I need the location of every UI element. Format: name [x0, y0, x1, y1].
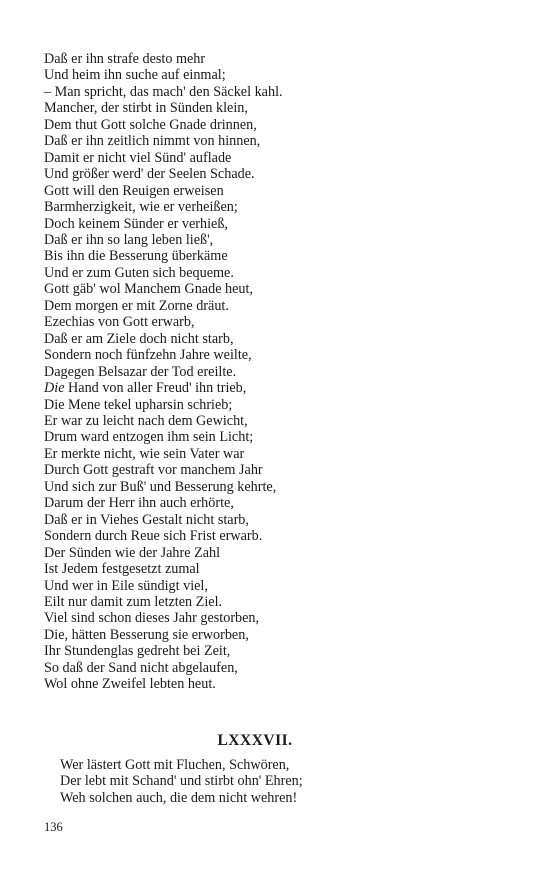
- italic-word: Die: [44, 380, 65, 397]
- stanza-line: Der lebt mit Schand' und stirbt ohn' Ehren;: [60, 773, 303, 790]
- poem-line: Daß er ihn so lang leben ließ',: [44, 231, 214, 248]
- poem-line-italic-start: [44, 380, 514, 396]
- poem-line: Die, hätten Besserung sie erworben,: [44, 626, 249, 643]
- stanza-line: Weh solchen auch, die dem nicht wehren!: [60, 789, 298, 806]
- poem-line: Dem thut Gott solche Gnade drinnen,: [44, 116, 257, 133]
- poem-line: Drum ward entzogen ihm sein Licht;: [44, 429, 254, 446]
- poem-line: Darum der Herr ihn auch erhörte,: [44, 495, 234, 512]
- poem-line: Der Sünden wie der Jahre Zahl: [44, 544, 221, 561]
- poem-line: Gott gäb' wol Manchem Gnade heut,: [44, 281, 254, 298]
- poem-line: Er war zu leicht nach dem Gewicht,: [44, 412, 248, 429]
- poem-line: Und größer werd' der Seelen Schade.: [44, 166, 255, 183]
- poem-line: Ihr Stundenglas gedreht bei Zeit,: [44, 643, 231, 660]
- poem-line: Sondern noch fünfzehn Jahre weilte,: [44, 347, 252, 364]
- poem-line: Daß er ihn zeitlich nimmt von hinnen,: [44, 133, 261, 150]
- poem-line: Und wer in Eile sündigt viel,: [44, 577, 208, 594]
- stanza-line: Wer lästert Gott mit Fluchen, Schwören,: [60, 757, 290, 773]
- poem-line: Durch Gott gestraft vor manchem Jahr: [44, 462, 263, 479]
- poem-line: Daß er ihn strafe desto mehr: [44, 51, 206, 67]
- poem-line: Doch keinem Sünder er verhieß,: [44, 215, 228, 232]
- poem-line: Viel sind schon dieses Jahr gestorben,: [44, 610, 260, 627]
- poem-line: Die Mene tekel upharsin schrieb;: [44, 396, 233, 413]
- poem-line: Ist Jedem festgesetzt zumal: [44, 561, 200, 578]
- poem-line: Barmherzigkeit, wie er verheißen;: [44, 199, 238, 216]
- poem-line: Eilt nur damit zum letzten Ziel.: [44, 593, 223, 610]
- page-number: 136: [44, 820, 63, 834]
- poem-line: Daß er am Ziele doch nicht starb,: [44, 330, 234, 347]
- poem-line: Dagegen Belsazar der Tod ereilte.: [44, 363, 237, 380]
- poem-line: Und er zum Guten sich bequeme.: [44, 264, 234, 281]
- poem-line: So daß der Sand nicht abgelaufen,: [44, 659, 238, 676]
- poem-line: Und heim ihn suche auf einmal;: [44, 67, 226, 84]
- poem-line: Daß er in Viehes Gestalt nicht starb,: [44, 511, 249, 528]
- poem-text: [44, 51, 514, 693]
- poem-line: Ezechias von Gott erwarb,: [44, 314, 195, 331]
- poem-line: Sondern durch Reue sich Frist erwarb.: [44, 528, 263, 545]
- poem-line: Bis ihn die Besserung überkäme: [44, 248, 228, 265]
- section-heading: LXXXVII.: [217, 732, 293, 749]
- poem-line: Mancher, der stirbt in Sünden klein,: [44, 100, 248, 117]
- poem-line: Damit er nicht viel Sünd' auflade: [44, 149, 232, 166]
- poem-line: Gott will den Reuigen erweisen: [44, 182, 224, 199]
- poem-line: Und sich zur Buß' und Besserung kehrte,: [44, 478, 277, 495]
- poem-line: Wol ohne Zweifel lebten heut.: [44, 676, 216, 693]
- poem-line: Er merkte nicht, wie sein Vater war: [44, 445, 245, 462]
- poem-line: Dem morgen er mit Zorne dräut.: [44, 297, 229, 314]
- line-rest: Hand von aller Freud' ihn trieb,: [64, 380, 247, 397]
- section-stanza: [60, 757, 500, 806]
- poem-line: – Man spricht, das mach' den Säckel kahl.: [44, 83, 283, 100]
